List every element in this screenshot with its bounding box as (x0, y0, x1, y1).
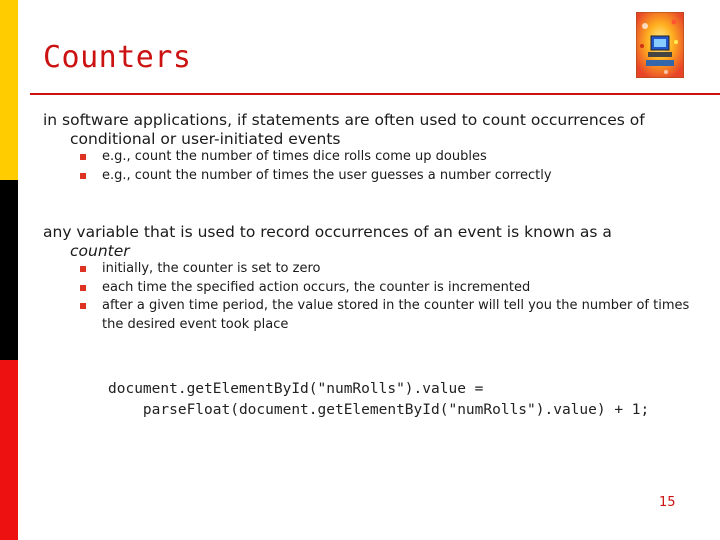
paragraph-line: any variable that is used to record occurrences of an event is known as a (43, 223, 612, 241)
code-line: parseFloat(document.getElementById("numRolls").value) + 1; (108, 402, 650, 418)
list-item-text: initially, the counter is set to zero (102, 261, 321, 276)
list-item-text: e.g., count the number of times dice rolls come up doubles (102, 149, 487, 164)
left-bar-black (0, 180, 18, 360)
page-number: 15 (659, 495, 676, 510)
list-item (80, 279, 690, 298)
list-item (80, 260, 690, 279)
paragraph-line: in software applications, if statements are often used to count occurrences of (43, 111, 645, 129)
bullet-square-icon (80, 303, 86, 309)
paragraph-line: conditional or user-initiated events (70, 130, 341, 148)
left-bar-red (0, 360, 18, 540)
code-snippet (108, 379, 649, 421)
paragraph-line-term: counter (70, 242, 130, 260)
list-item (80, 148, 690, 167)
examples-list (80, 148, 690, 185)
paragraph-if-statements (43, 111, 703, 149)
list-item (80, 297, 690, 334)
bullet-square-icon (80, 285, 86, 291)
title-underline (30, 93, 720, 95)
computer-clipart-icon (636, 12, 684, 78)
bullet-square-icon (80, 266, 86, 272)
left-bar-yellow (0, 0, 18, 180)
list-item-text: each time the specified action occurs, the counter is incremented (102, 279, 531, 295)
list-item (80, 167, 690, 186)
code-line: document.getElementById("numRolls").value = (108, 381, 484, 397)
counter-facts-list (80, 260, 690, 334)
bullet-square-icon (80, 154, 86, 160)
bullet-square-icon (80, 173, 86, 179)
list-item-text: e.g., count the number of times the user guesses a number correctly (102, 167, 552, 183)
paragraph-counter-definition (43, 223, 703, 261)
list-item-text: after a given time period, the value stored in the counter will tell you the number of times the desired event took place (102, 298, 690, 332)
slide-title: Counters (43, 40, 192, 75)
